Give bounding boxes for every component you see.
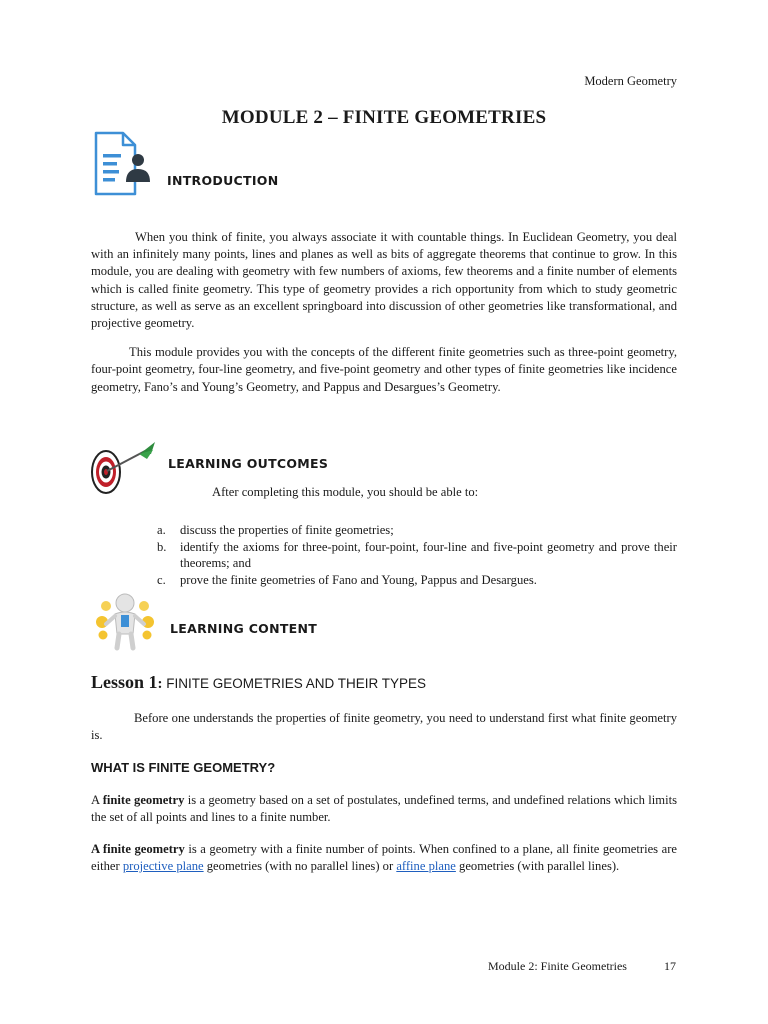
target-dart-icon: [89, 440, 157, 498]
header-course: Modern Geometry: [584, 74, 677, 88]
list-item: [157, 522, 677, 539]
content-heading: LEARNING CONTENT: [170, 621, 318, 636]
lesson-colon: :: [157, 676, 163, 692]
list-item: [157, 572, 677, 589]
page-title: MODULE 2 – FINITE GEOMETRIES: [221, 107, 547, 128]
introduction-body: [91, 229, 677, 396]
definition-1: [91, 792, 677, 826]
person-lightbulbs-icon: [92, 588, 158, 654]
projective-plane-link[interactable]: projective plane: [122, 859, 204, 874]
intro-paragraph-1: When you think of finite, you always associate it with countable things. In Euclidean Geometry, you deal with an infinitely many points, lines and planes as well as bits of aggregate theorems that continue to grow. In this module, you are dealing with geometry with few numbers of axioms, few theorems and a finite number of elements which is called finite geometry. This type of geometry provides a rich opportunity from which to study geometric structure, as well as serve as an excellent springboard into discussion of other geometries like transformational, and projective geometry.: [91, 230, 677, 331]
intro-paragraph-2: This module provides you with the concepts of the different finite geometries such as three-point geometry, four-point geometry, four-line geometry, and five-point geometry and other types of finite geometries like incidence geometry, Fano’s and Young’s Geometry, and Pappus and Desargues’s Geometry.: [91, 345, 677, 394]
list-item: [157, 539, 677, 572]
lesson-title: [91, 672, 426, 693]
definition-2-part3: geometries (with parallel lines).: [455, 859, 620, 874]
lesson-intro: [91, 710, 677, 744]
list-item-text: prove the finite geometries of Fano and Young, Pappus and Desargues.: [180, 572, 537, 587]
affine-plane-link[interactable]: affine plane: [396, 859, 456, 874]
definition-1-rest: is a geometry based on a set of postulates, undefined terms, and undefined relations which limits the set of all points and lines to a finite number.: [91, 793, 677, 825]
lesson-number: Lesson 1: [91, 672, 158, 692]
definition-2-part1: is a geometry with a finite number of points. When confined to a plane, all finite geometries are either: [91, 842, 677, 874]
definition-2-term: A finite geometry: [91, 842, 185, 856]
page-number: 17: [664, 959, 676, 973]
lesson-intro-text: Before one understands the properties of finite geometry, you need to understand first what finite geometry is.: [91, 711, 677, 743]
definition-2: [91, 841, 677, 875]
definition-2-text: [91, 841, 677, 875]
introduction-heading: INTRODUCTION: [167, 173, 279, 188]
list-item-label: c.: [157, 572, 166, 587]
footer-module: Module 2: Finite Geometries: [488, 959, 627, 973]
list-item-text: discuss the properties of finite geometries;: [180, 523, 394, 537]
list-item-label: a.: [157, 523, 166, 537]
outcomes-list: [157, 522, 677, 588]
definition-1-term: finite geometry: [102, 793, 185, 807]
list-item-label: b.: [157, 539, 167, 554]
list-item-text: identify the axioms for three-point, four-point, four-line and five-point geometry and prove their theorems; and: [180, 539, 677, 570]
definition-1-prefix: A: [91, 793, 103, 807]
what-is-heading: WHAT IS FINITE GEOMETRY?: [91, 760, 276, 775]
document-person-icon: [93, 130, 151, 198]
lesson-subtitle: FINITE GEOMETRIES AND THEIR TYPES: [162, 676, 427, 691]
outcomes-heading: LEARNING OUTCOMES: [168, 456, 329, 471]
definition-1-text: [91, 792, 677, 826]
definition-2-part2: geometries (with no parallel lines) or: [203, 859, 397, 874]
outcomes-lead: After completing this module, you should be able to:: [212, 485, 479, 499]
